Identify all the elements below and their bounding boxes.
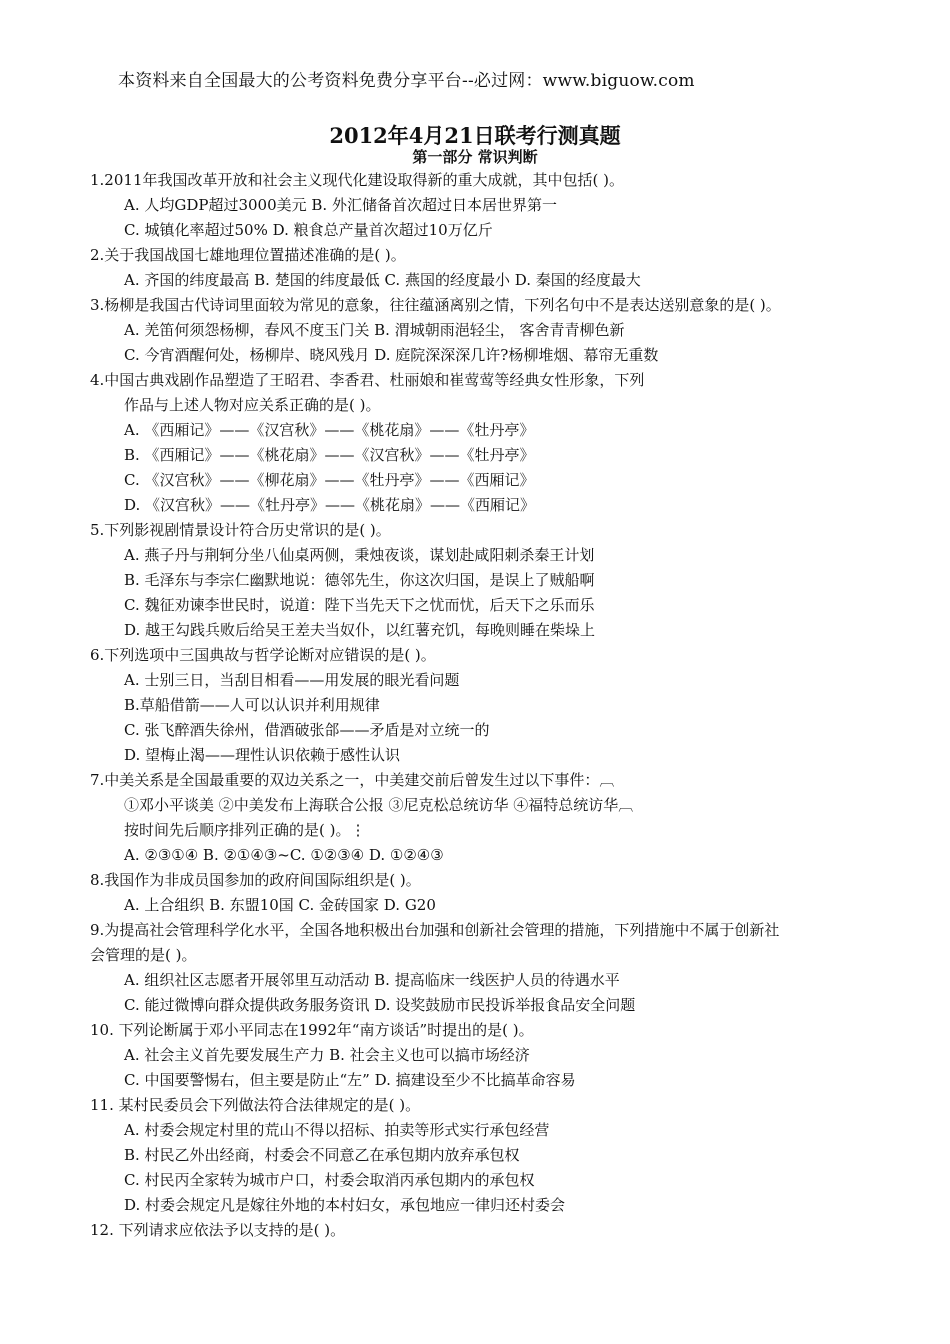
question-9-stem-continued: 会管理的是( )。 [90, 946, 197, 964]
question-2-options-row-1: A. 齐国的纬度最高 B. 楚国的纬度最低 C. 燕国的经度最小 D. 秦国的经度最大 [124, 271, 641, 289]
section-title: 第一部分 常识判断 [412, 148, 538, 166]
question-11-option-c: C. 村民丙全家转为城市户口，村委会取消丙承包期内的承包权 [124, 1171, 535, 1189]
question-11-stem: 11. 某村民委员会下列做法符合法律规定的是( )。 [90, 1096, 421, 1114]
question-9-options-row-1: A. 组织社区志愿者开展邻里互动活动 B. 提高临床一线医护人员的待遇水平 [124, 971, 620, 989]
question-3-stem: 3.杨柳是我国古代诗词里面较为常见的意象，往往蕴涵离别之情，下列名句中不是表达送别意象的是( )。 [90, 296, 781, 314]
question-8-options-row-1: A. 上合组织 B. 东盟10国 C. 金砖国家 D. G20 [124, 896, 436, 914]
question-10-options-row-2: C. 中国要警惕右，但主要是防止“左” D. 搞建设至少不比搞革命容易 [124, 1071, 576, 1089]
question-7-options-row-1: A. ②③①④ B. ②①④③~C. ①②③④ D. ①②④③ [124, 846, 444, 864]
question-6-stem: 6.下列选项中三国典故与哲学论断对应错误的是( )。 [90, 646, 436, 664]
question-1-stem: 1.2011年我国改革开放和社会主义现代化建设取得新的重大成就，其中包括( )。 [90, 171, 624, 189]
question-5-option-c: C. 魏征劝谏李世民时，说道：陛下当先天下之忧而忧，后天下之乐而乐 [124, 596, 595, 614]
source-header: 本资料来自全国最大的公考资料免费分享平台--必过网：www.biguow.com [118, 71, 695, 91]
question-4-stem: 4.中国古典戏剧作品塑造了王昭君、李香君、杜丽娘和崔莺莺等经典女性形象，下列 [90, 371, 645, 389]
question-10-options-row-1: A. 社会主义首先要发展生产力 B. 社会主义也可以搞市场经济 [124, 1046, 530, 1064]
question-4-option-d: D. 《汉宫秋》——《牡丹亭》——《桃花扇》——《西厢记》 [124, 496, 536, 514]
question-6-option-c: C. 张飞醉酒失徐州，借酒破张郃——矛盾是对立统一的 [124, 721, 490, 739]
question-12-stem: 12. 下列请求应依法予以支持的是( )。 [90, 1221, 346, 1239]
question-list [90, 168, 870, 1243]
question-11-option-b: B. 村民乙外出经商，村委会不同意乙在承包期内放弃承包权 [124, 1146, 520, 1164]
question-5-option-b: B. 毛泽东与李宗仁幽默地说：德邻先生，你这次归国，是误上了贼船啊 [124, 571, 595, 589]
question-4-stem-continued: 作品与上述人物对应关系正确的是( )。 [124, 396, 381, 414]
question-1-options-row-2: C. 城镇化率超过50% D. 粮食总产量首次超过10万亿斤 [124, 221, 493, 239]
question-1-options-row-1: A. 人均GDP超过3000美元 B. 外汇储备首次超过日本居世界第一 [124, 196, 557, 214]
question-3-options-row-1: A. 羌笛何须怨杨柳，春风不度玉门关 B. 渭城朝雨浥轻尘， 客舍青青柳色新 [124, 321, 625, 339]
question-7-events: ①邓小平谈美 ②中美发布上海联合公报 ③尼克松总统访华 ④福特总统访华︹ [124, 796, 634, 814]
question-6-option-d: D. 望梅止渴——理性认识依赖于感性认识 [124, 746, 401, 764]
question-7-stem: 7.中美关系是全国最重要的双边关系之一，中美建交前后曾发生过以下事件：︹ [90, 771, 615, 789]
question-4-option-b: B. 《西厢记》——《桃花扇》——《汉宫秋》——《牡丹亭》 [124, 446, 535, 464]
question-3-options-row-2: C. 今宵酒醒何处，杨柳岸、晓风残月 D. 庭院深深深几许?杨柳堆烟、幕帘无重数 [124, 346, 659, 364]
question-9-options-row-2: C. 能过微博向群众提供政务服务资讯 D. 设奖鼓励市民投诉举报食品安全问题 [124, 996, 636, 1014]
question-5-option-d: D. 越王勾践兵败后给吴王差夫当奴仆，以红薯充饥，每晚则睡在柴垛上 [124, 621, 596, 639]
question-10-stem: 10. 下列论断属于邓小平同志在1992年“南方谈话”时提出的是( )。 [90, 1021, 534, 1039]
question-9-stem: 9.为提高社会管理科学化水平，全国各地积极出台加强和创新社会管理的措施，下列措施中不属于创新社 [90, 921, 780, 939]
question-6-option-b: B.草船借箭——人可以认识并利用规律 [124, 696, 380, 714]
question-2-stem: 2.关于我国战国七雄地理位置描述准确的是( )。 [90, 246, 406, 264]
question-5-stem: 5.下列影视剧情景设计符合历史常识的是( )。 [90, 521, 391, 539]
question-8-stem: 8.我国作为非成员国参加的政府间国际组织是( )。 [90, 871, 421, 889]
question-6-option-a: A. 士别三日，当刮目相看——用发展的眼光看问题 [124, 671, 460, 689]
document-title: 2012年4月21日联考行测真题 [329, 123, 621, 148]
question-11-option-a: A. 村委会规定村里的荒山不得以招标、拍卖等形式实行承包经营 [124, 1121, 550, 1139]
question-11-option-d: D. 村委会规定凡是嫁往外地的本村妇女，承包地应一律归还村委会 [124, 1196, 566, 1214]
question-5-option-a: A. 燕子丹与荆轲分坐八仙桌两侧，秉烛夜谈，谋划赴咸阳刺杀秦王计划 [124, 546, 595, 564]
question-7-stem-continued: 按时间先后顺序排列正确的是( )。⋮ [124, 821, 366, 839]
question-4-option-a: A. 《西厢记》——《汉宫秋》——《桃花扇》——《牡丹亭》 [124, 421, 535, 439]
question-4-option-c: C. 《汉宫秋》——《柳花扇》——《牡丹亭》——《西厢记》 [124, 471, 535, 489]
